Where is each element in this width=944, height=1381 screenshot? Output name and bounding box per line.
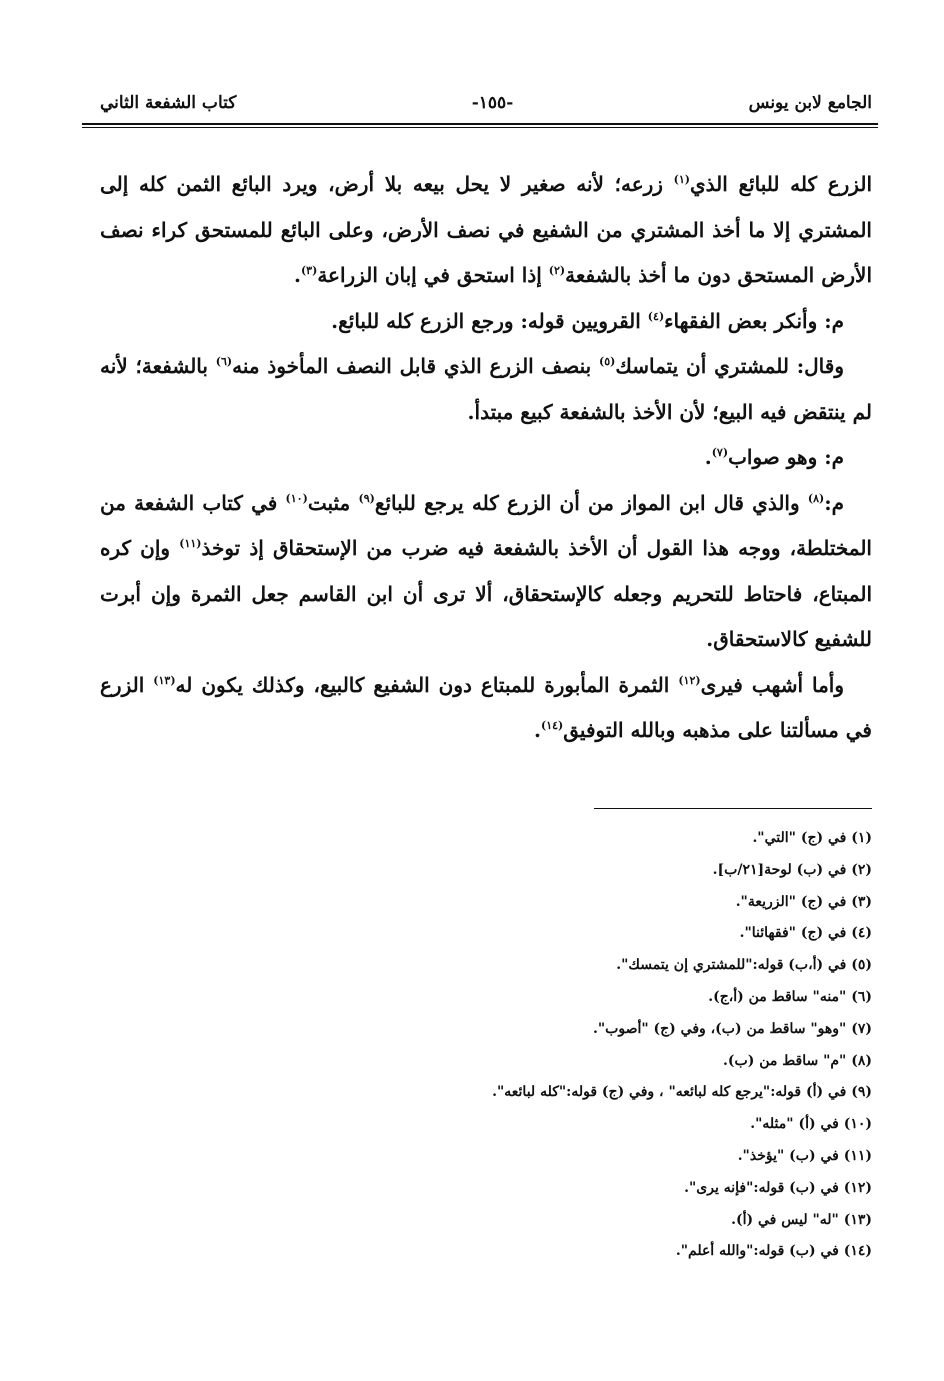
footnote: (٩) في (أ) قوله:"يرجع كله لبائعه" ، وفي (ج) قوله:"كله لبائعه". (492, 1084, 872, 1101)
text-run: إذا استحق في إبان الزراعة (317, 263, 549, 287)
footnote: (٢) في (ب) لوحة[٢١/ب]. (712, 861, 872, 878)
footnotes-list (100, 823, 872, 1268)
footnote-ref: (١٠) (285, 491, 308, 505)
footnote: (٤) في (ج) "فقهائنا". (739, 925, 872, 942)
text-run: بالشفعة؛ لأنه لم ينتقض فيه البيع؛ لأن الأخذ بالشفعة كبيع مبتدأ. (100, 354, 872, 424)
footnote: (٧) "وهو" ساقط من (ب)، وفي (ج) "أصوب". (592, 1020, 872, 1037)
footnote-ref: (٨) (807, 491, 825, 505)
paragraph (100, 481, 872, 663)
text-run: م: (824, 490, 844, 515)
footnote-separator (594, 808, 872, 809)
text-run: الزرع كله للبائع الذي (689, 172, 872, 196)
text-run: . (293, 263, 301, 287)
text-run: والذي قال ابن المواز من أن الزرع كله يرجع للبائع (374, 490, 808, 515)
footnote-ref: (٢) (548, 264, 566, 277)
paragraph (100, 299, 872, 345)
footnote: (٣) في (ج) "الزريعة". (735, 893, 872, 910)
footnote: (١٢) في (ب) قوله:"فإنه يرى". (684, 1179, 872, 1196)
text-run: زرعه؛ لأنه صغير لا يحل بيعه بلا أرض، ويرد البائع الثمن كله إلى المشتري إلا ما أخذ المشتري من الشفيع في نصف الأرض، وعلى البائع للمستحق كراء نصف الأرض المستحق دون ما أخذ بالشفعة (100, 172, 872, 287)
footnote-ref: (١) (673, 173, 690, 186)
footnote: (١) في (ج) "التي". (752, 830, 872, 846)
text-run: م: وهو صواب (728, 445, 844, 469)
footnote: (١٣) "له" ليس في (أ). (731, 1211, 872, 1228)
footnote-ref: (٣) (300, 264, 318, 277)
footnote: (٥) في (أ،ب) قوله:"للمشتري إن يتمسك". (616, 957, 872, 974)
footnote-ref: (١٤) (540, 719, 564, 732)
text-run: م: وأنكر بعض الفقهاء (664, 308, 844, 333)
header-rule (82, 123, 878, 128)
footnote-ref: (٥) (599, 355, 616, 368)
running-header (100, 88, 872, 118)
text-run: القرويين قوله: ورجع الزرع كله للبائع. (331, 308, 648, 333)
footnote: (١١) في (ب) "يؤخذ". (737, 1147, 872, 1164)
footnote: (١٠) في (أ) "مثله". (750, 1116, 872, 1133)
text-run: وقال: للمشتري أن يتماسك (615, 354, 844, 378)
text-run: . (534, 718, 541, 742)
footnote-ref: (٤) (647, 309, 665, 323)
footnote-ref: (٦) (215, 355, 233, 368)
header-book-title: الجامع لابن يونس (748, 93, 872, 113)
text-run: وإن كره المبتاع، فاحتاط للتحريم وجعله كالإستحقاق، ألا ترى أن ابن القاسم جعل الثمرة وإن أبرت للشفيع كالاستحقاق. (100, 536, 872, 651)
footnote-ref: (٩) (358, 491, 375, 505)
main-text (100, 162, 872, 754)
text-run: الثمرة المأبورة للمبتاع دون الشفيع كالبيع، وكذلك يكون له (175, 672, 679, 697)
footnote-ref: (١١) (179, 537, 202, 550)
footnote: (١٤) في (ب) قوله:"والله أعلم". (675, 1243, 872, 1260)
text-run: مثبت (307, 490, 359, 515)
header-chapter-title: كتاب الشفعة الثاني (100, 93, 237, 113)
footnote-ref: (٧) (711, 446, 729, 459)
footnote-ref: (١٣) (153, 673, 176, 687)
text-run: الزرع في مسألتنا على مذهبه وبالله التوفيق (100, 672, 872, 742)
paragraph (100, 344, 872, 435)
footnote: (٨) "م" ساقط من (ب). (723, 1052, 872, 1069)
footnote-ref: (١٢) (678, 673, 701, 687)
footnote: (٦) "منه" ساقط من (أ،ج). (708, 988, 872, 1005)
page-number: -١٥٥- (471, 93, 514, 113)
paragraph (100, 663, 872, 754)
text-run: في كتاب الشفعة من المختلطة، ووجه هذا القول أن الأخذ بالشفعة فيه ضرب من الإستحقاق إذ توخذ (100, 490, 872, 560)
text-run: وأما أشهب فيرى (700, 672, 845, 697)
paragraph (100, 162, 872, 299)
paragraph (100, 435, 872, 481)
text-run: بنصف الزرع الذي قابل النصف المأخوذ منه (232, 354, 600, 378)
text-run: . (704, 445, 712, 469)
